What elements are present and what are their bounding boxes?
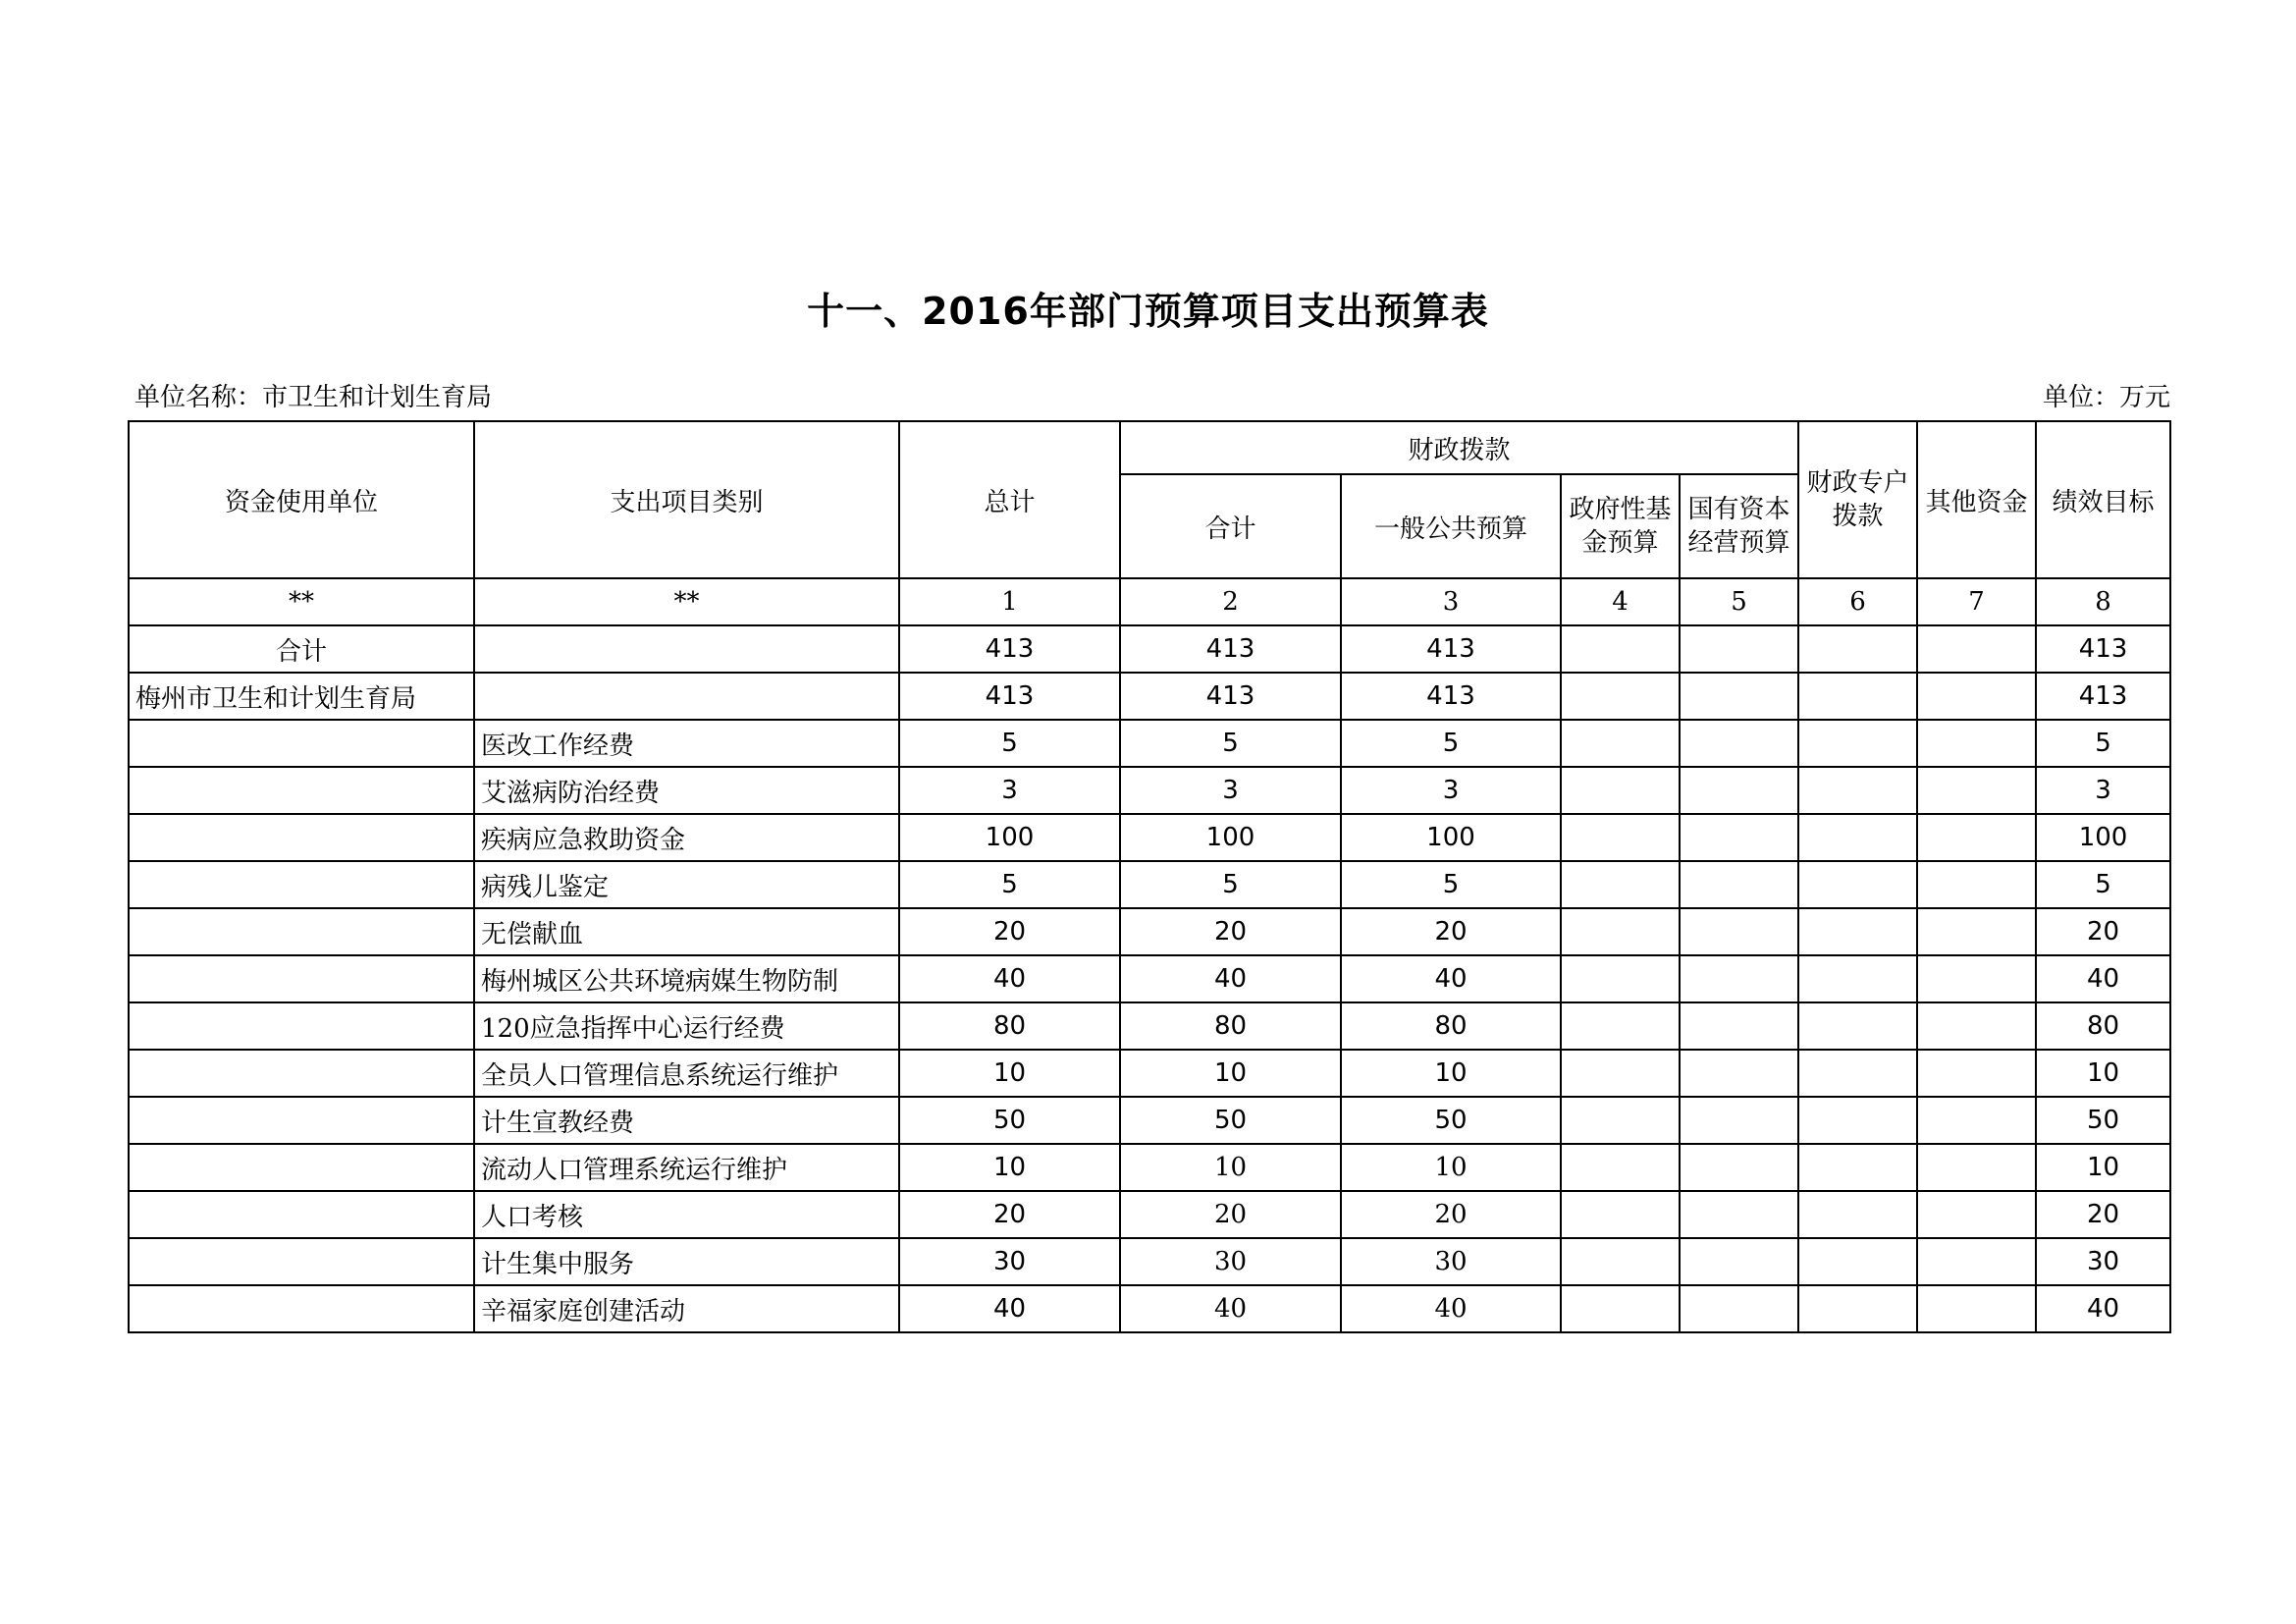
table-row: [129, 1002, 2170, 1050]
cell-special-account: [1798, 908, 1917, 955]
index-cell: 6: [1798, 578, 1917, 625]
cell-fiscal-subtotal: 10: [1120, 1050, 1341, 1097]
table-row: [129, 625, 2170, 673]
index-cell: 7: [1917, 578, 2036, 625]
cell-state-capital-budget: [1680, 1191, 1798, 1238]
cell-special-account: [1798, 1191, 1917, 1238]
cell-performance-target: 3: [2036, 767, 2170, 814]
cell-expense-category: 艾滋病防治经费: [474, 767, 899, 814]
header-fund-unit: 资金使用单位: [129, 421, 474, 578]
cell-special-account: [1798, 1285, 1917, 1332]
cell-fiscal-subtotal: 20: [1120, 1191, 1341, 1238]
unit-measure-label: 单位：万元: [2042, 383, 2170, 412]
cell-other-funds: [1917, 814, 2036, 861]
cell-gov-fund-budget: [1561, 1002, 1680, 1050]
cell-performance-target: 5: [2036, 861, 2170, 908]
cell-total: 40: [899, 1285, 1120, 1332]
cell-special-account: [1798, 861, 1917, 908]
table-row: [129, 1097, 2170, 1144]
cell-state-capital-budget: [1680, 1144, 1798, 1191]
page-title: 十一、2016年部门预算项目支出预算表: [807, 290, 1489, 333]
cell-fiscal-subtotal: 40: [1120, 1285, 1341, 1332]
cell-gov-fund-budget: [1561, 861, 1680, 908]
cell-fiscal-subtotal: 40: [1120, 955, 1341, 1002]
cell-expense-category: 人口考核: [474, 1191, 899, 1238]
cell-fund-unit: 合计: [129, 625, 474, 673]
cell-fiscal-subtotal: 5: [1120, 861, 1341, 908]
cell-fund-unit: [129, 1002, 474, 1050]
cell-fund-unit: [129, 1050, 474, 1097]
cell-other-funds: [1917, 908, 2036, 955]
cell-total: 413: [899, 625, 1120, 673]
table-row: [129, 767, 2170, 814]
cell-performance-target: 5: [2036, 720, 2170, 767]
cell-gov-fund-budget: [1561, 1285, 1680, 1332]
cell-other-funds: [1917, 1050, 2036, 1097]
cell-special-account: [1798, 720, 1917, 767]
cell-state-capital-budget: [1680, 720, 1798, 767]
cell-performance-target: 80: [2036, 1002, 2170, 1050]
cell-fund-unit: [129, 861, 474, 908]
cell-gov-fund-budget: [1561, 625, 1680, 673]
cell-expense-category: 疾病应急救助资金: [474, 814, 899, 861]
cell-general-budget: 80: [1341, 1002, 1561, 1050]
cell-other-funds: [1917, 720, 2036, 767]
index-cell: **: [474, 578, 899, 625]
cell-general-budget: 5: [1341, 720, 1561, 767]
cell-special-account: [1798, 1050, 1917, 1097]
cell-special-account: [1798, 814, 1917, 861]
cell-expense-category: 计生集中服务: [474, 1238, 899, 1285]
index-cell: 1: [899, 578, 1120, 625]
cell-general-budget: 10: [1341, 1144, 1561, 1191]
cell-performance-target: 413: [2036, 625, 2170, 673]
table-row: [129, 1050, 2170, 1097]
cell-state-capital-budget: [1680, 1097, 1798, 1144]
header-special-account: 财政专户拨款: [1798, 421, 1917, 578]
cell-expense-category: 梅州城区公共环境病媒生物防制: [474, 955, 899, 1002]
header-total: 总计: [899, 421, 1120, 578]
table-row: [129, 861, 2170, 908]
cell-total: 10: [899, 1144, 1120, 1191]
cell-total: 30: [899, 1238, 1120, 1285]
cell-other-funds: [1917, 1191, 2036, 1238]
cell-general-budget: 20: [1341, 1191, 1561, 1238]
cell-other-funds: [1917, 955, 2036, 1002]
cell-other-funds: [1917, 1002, 2036, 1050]
table-row: [129, 1238, 2170, 1285]
cell-general-budget: 20: [1341, 908, 1561, 955]
cell-total: 20: [899, 1191, 1120, 1238]
table-row: [129, 1144, 2170, 1191]
cell-performance-target: 413: [2036, 673, 2170, 720]
cell-gov-fund-budget: [1561, 767, 1680, 814]
cell-gov-fund-budget: [1561, 955, 1680, 1002]
cell-fund-unit: [129, 1097, 474, 1144]
cell-total: 50: [899, 1097, 1120, 1144]
cell-performance-target: 100: [2036, 814, 2170, 861]
cell-gov-fund-budget: [1561, 908, 1680, 955]
table-row: [129, 720, 2170, 767]
table-row: [129, 1285, 2170, 1332]
cell-fiscal-subtotal: 3: [1120, 767, 1341, 814]
cell-other-funds: [1917, 1285, 2036, 1332]
cell-expense-category: 全员人口管理信息系统运行维护: [474, 1050, 899, 1097]
header-fiscal-allocation: 财政拨款: [1120, 421, 1798, 474]
cell-expense-category: 计生宣教经费: [474, 1097, 899, 1144]
cell-fund-unit: [129, 1144, 474, 1191]
table-row: [129, 814, 2170, 861]
index-cell: 5: [1680, 578, 1798, 625]
cell-fiscal-subtotal: 10: [1120, 1144, 1341, 1191]
table-row: [129, 908, 2170, 955]
cell-state-capital-budget: [1680, 1002, 1798, 1050]
cell-general-budget: 40: [1341, 955, 1561, 1002]
header-other-funds: 其他资金: [1917, 421, 2036, 578]
cell-fund-unit: [129, 814, 474, 861]
cell-performance-target: 20: [2036, 1191, 2170, 1238]
cell-expense-category: 医改工作经费: [474, 720, 899, 767]
cell-state-capital-budget: [1680, 861, 1798, 908]
cell-state-capital-budget: [1680, 1238, 1798, 1285]
cell-total: 80: [899, 1002, 1120, 1050]
cell-expense-category: 无偿献血: [474, 908, 899, 955]
cell-general-budget: 100: [1341, 814, 1561, 861]
cell-special-account: [1798, 1238, 1917, 1285]
cell-gov-fund-budget: [1561, 1050, 1680, 1097]
cell-special-account: [1798, 767, 1917, 814]
header-state-capital-budget: 国有资本经营预算: [1680, 474, 1798, 578]
cell-gov-fund-budget: [1561, 1097, 1680, 1144]
cell-general-budget: 5: [1341, 861, 1561, 908]
cell-performance-target: 40: [2036, 955, 2170, 1002]
cell-fund-unit: [129, 1285, 474, 1332]
cell-total: 5: [899, 861, 1120, 908]
cell-general-budget: 50: [1341, 1097, 1561, 1144]
cell-fund-unit: [129, 1238, 474, 1285]
header-expense-category: 支出项目类别: [474, 421, 899, 578]
cell-performance-target: 20: [2036, 908, 2170, 955]
cell-state-capital-budget: [1680, 908, 1798, 955]
index-cell: 4: [1561, 578, 1680, 625]
cell-general-budget: 3: [1341, 767, 1561, 814]
cell-state-capital-budget: [1680, 955, 1798, 1002]
cell-other-funds: [1917, 625, 2036, 673]
index-cell: 8: [2036, 578, 2170, 625]
cell-gov-fund-budget: [1561, 1144, 1680, 1191]
cell-fiscal-subtotal: 413: [1120, 625, 1341, 673]
cell-fiscal-subtotal: 5: [1120, 720, 1341, 767]
cell-performance-target: 50: [2036, 1097, 2170, 1144]
cell-gov-fund-budget: [1561, 720, 1680, 767]
cell-general-budget: 413: [1341, 625, 1561, 673]
budget-table: [128, 420, 2171, 1333]
cell-fiscal-subtotal: 413: [1120, 673, 1341, 720]
cell-performance-target: 10: [2036, 1144, 2170, 1191]
header-fiscal-subtotal: 合计: [1120, 474, 1341, 578]
cell-total: 5: [899, 720, 1120, 767]
index-row: [129, 578, 2170, 625]
cell-total: 40: [899, 955, 1120, 1002]
header-gov-fund-budget: 政府性基金预算: [1561, 474, 1680, 578]
cell-total: 100: [899, 814, 1120, 861]
cell-special-account: [1798, 673, 1917, 720]
cell-special-account: [1798, 625, 1917, 673]
table-row: [129, 955, 2170, 1002]
cell-state-capital-budget: [1680, 1050, 1798, 1097]
cell-fiscal-subtotal: 20: [1120, 908, 1341, 955]
cell-fund-unit: [129, 955, 474, 1002]
cell-total: 413: [899, 673, 1120, 720]
cell-total: 3: [899, 767, 1120, 814]
cell-state-capital-budget: [1680, 767, 1798, 814]
cell-special-account: [1798, 1002, 1917, 1050]
header-general-budget: 一般公共预算: [1341, 474, 1561, 578]
cell-expense-category: 120应急指挥中心运行经费: [474, 1002, 899, 1050]
cell-gov-fund-budget: [1561, 1191, 1680, 1238]
cell-state-capital-budget: [1680, 1285, 1798, 1332]
cell-expense-category: [474, 673, 899, 720]
unit-name-label: 单位名称：市卫生和计划生育局: [134, 383, 493, 412]
cell-fiscal-subtotal: 100: [1120, 814, 1341, 861]
cell-performance-target: 40: [2036, 1285, 2170, 1332]
cell-gov-fund-budget: [1561, 814, 1680, 861]
cell-fiscal-subtotal: 80: [1120, 1002, 1341, 1050]
cell-state-capital-budget: [1680, 673, 1798, 720]
cell-fund-unit: [129, 1191, 474, 1238]
cell-other-funds: [1917, 767, 2036, 814]
cell-general-budget: 40: [1341, 1285, 1561, 1332]
cell-expense-category: 流动人口管理系统运行维护: [474, 1144, 899, 1191]
cell-expense-category: [474, 625, 899, 673]
cell-other-funds: [1917, 673, 2036, 720]
cell-gov-fund-budget: [1561, 1238, 1680, 1285]
cell-state-capital-budget: [1680, 625, 1798, 673]
cell-other-funds: [1917, 1097, 2036, 1144]
cell-fiscal-subtotal: 30: [1120, 1238, 1341, 1285]
cell-special-account: [1798, 1097, 1917, 1144]
cell-general-budget: 10: [1341, 1050, 1561, 1097]
cell-expense-category: 辛福家庭创建活动: [474, 1285, 899, 1332]
cell-expense-category: 病残儿鉴定: [474, 861, 899, 908]
cell-general-budget: 30: [1341, 1238, 1561, 1285]
cell-fund-unit: [129, 767, 474, 814]
table-row: [129, 673, 2170, 720]
cell-other-funds: [1917, 1144, 2036, 1191]
cell-performance-target: 30: [2036, 1238, 2170, 1285]
table-row: [129, 1191, 2170, 1238]
cell-fund-unit: [129, 720, 474, 767]
cell-other-funds: [1917, 1238, 2036, 1285]
index-cell: 3: [1341, 578, 1561, 625]
cell-gov-fund-budget: [1561, 673, 1680, 720]
cell-total: 10: [899, 1050, 1120, 1097]
cell-fund-unit: 梅州市卫生和计划生育局: [129, 673, 474, 720]
cell-special-account: [1798, 1144, 1917, 1191]
cell-fiscal-subtotal: 50: [1120, 1097, 1341, 1144]
cell-other-funds: [1917, 861, 2036, 908]
cell-fund-unit: [129, 908, 474, 955]
cell-state-capital-budget: [1680, 814, 1798, 861]
cell-special-account: [1798, 955, 1917, 1002]
cell-general-budget: 413: [1341, 673, 1561, 720]
cell-total: 20: [899, 908, 1120, 955]
header-performance-target: 绩效目标: [2036, 421, 2170, 578]
index-cell: **: [129, 578, 474, 625]
index-cell: 2: [1120, 578, 1341, 625]
cell-performance-target: 10: [2036, 1050, 2170, 1097]
